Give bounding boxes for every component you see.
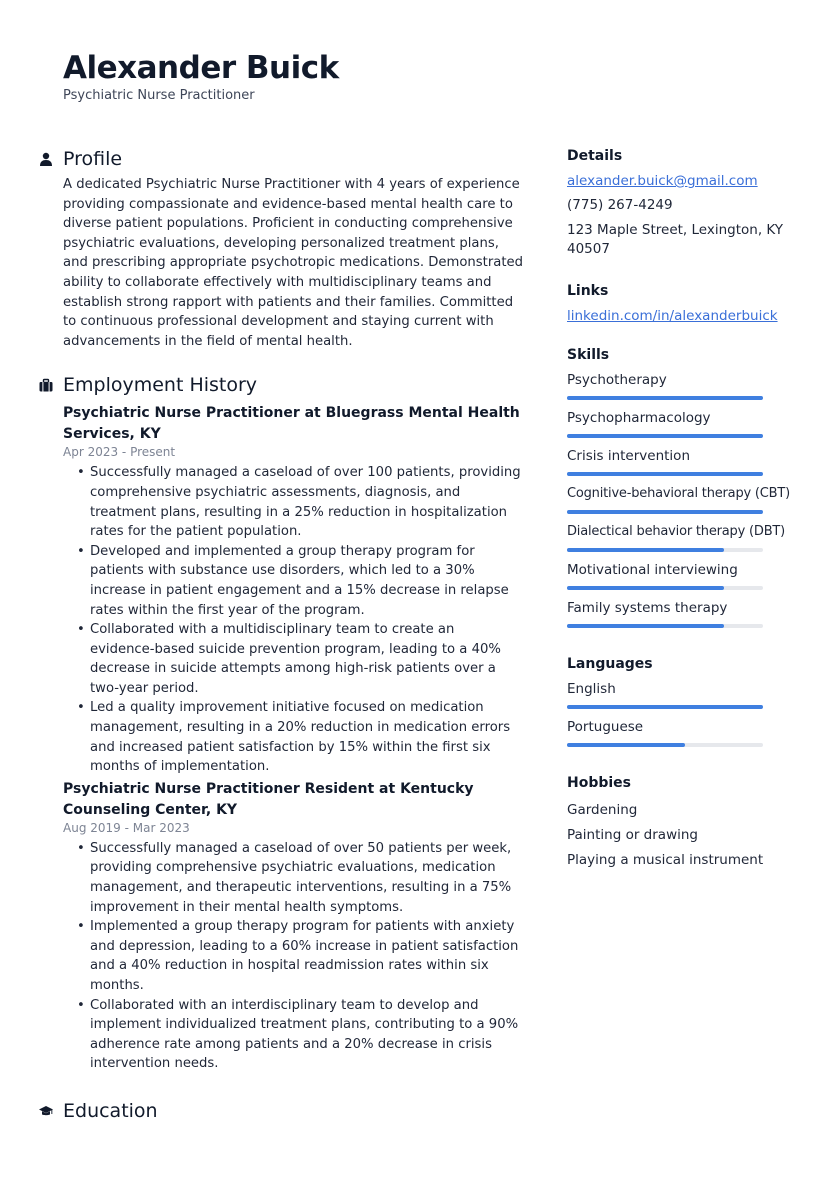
links-heading: Links (567, 282, 609, 299)
education-heading (63, 1100, 523, 1122)
skill-bar (567, 586, 763, 590)
linkedin-link[interactable]: linkedin.com/in/alexanderbuick (567, 307, 778, 324)
languages-heading: Languages (567, 655, 653, 672)
hobbies-heading: Hobbies (567, 774, 632, 791)
skill-bar-fill (567, 472, 763, 476)
skill-item (567, 408, 797, 446)
skill-label: Dialectical behavior therapy (DBT) (567, 523, 786, 539)
skill-bar (567, 624, 763, 628)
phone-number: (775) 267-4249 (567, 197, 673, 213)
skill-label: Cognitive-behavioral therapy (CBT) (567, 485, 790, 501)
job-bullet: • Collaborated with an interdisciplinary team to develop and implement individualized treatment plans, contributing to a 90% adherence rate among patients and a 20% decrease in crisis intervention needs. (90, 996, 523, 1074)
candidate-name: Alexander Buick (63, 50, 339, 86)
job-bullet: • Developed and implemented a group therapy program for patients with substance use disorders, which led to a 30% increase in patient engagement and a 15% decrease in relapse rates within the first year of the program. (90, 542, 523, 620)
job-bullet: • Implemented a group therapy program for patients with anxiety and depression, leading to a 60% increase in patient satisfaction and a 40% reduction in hospital readmission rates within six months. (90, 917, 523, 995)
skill-item (567, 446, 797, 484)
language-bar (567, 705, 763, 709)
job-bullets (63, 839, 523, 1074)
language-label: Portuguese (567, 718, 644, 735)
skill-bar-fill (567, 510, 763, 514)
language-bar-fill (567, 743, 685, 747)
skill-bar-fill (567, 396, 763, 400)
profile-heading (63, 148, 523, 170)
skill-bar (567, 434, 763, 438)
languages-list (567, 679, 797, 755)
skill-bar-fill (567, 586, 724, 590)
skill-item (567, 522, 797, 560)
language-label: English (567, 680, 616, 697)
skill-bar (567, 472, 763, 476)
job-dates: Apr 2023 - Present (63, 445, 176, 460)
skills-heading: Skills (567, 346, 610, 363)
email-link[interactable]: alexander.buick@gmail.com (567, 173, 758, 189)
details-heading: Details (567, 148, 623, 164)
skill-item (567, 370, 797, 408)
skill-label: Crisis intervention (567, 447, 691, 464)
main-column (63, 148, 523, 1130)
job-bullet: • Led a quality improvement initiative focused on medication management, resulting in a 20% reduction in medication errors and increased patient satisfaction by 15% within the first six months of implementation. (90, 698, 523, 776)
address: 123 Maple Street, Lexington, KY 40507 (567, 221, 784, 258)
skill-bar (567, 548, 763, 552)
briefcase-icon (39, 378, 53, 392)
language-item (567, 717, 797, 755)
skill-bar-fill (567, 548, 724, 552)
skill-item (567, 598, 797, 636)
job-entry (63, 779, 523, 1074)
skill-bar (567, 396, 763, 400)
job-entry (63, 403, 523, 777)
job-title: Psychiatric Nurse Practitioner Resident at Kentucky Counseling Center, KY (63, 780, 474, 818)
language-item (567, 679, 797, 717)
job-bullet: • Successfully managed a caseload of over 100 patients, providing comprehensive psychiatric assessments, diagnosis, and treatment plans, resulting in a 25% reduction in hospitalization rates for the patient population. (90, 463, 523, 541)
job-dates: Aug 2019 - Mar 2023 (63, 820, 190, 835)
job-bullet: • Successfully managed a caseload of over 50 patients per week, providing comprehensive psychiatric evaluations, medication management, and therapeutic interventions, resulting in a 75% improvement in their mental health symptoms. (90, 839, 523, 917)
job-bullet: • Collaborated with a multidisciplinary team to create an evidence-based suicide prevention program, leading to a 40% decrease in suicide attempts among high-risk patients over a two-year period. (90, 620, 523, 698)
skill-label: Psychotherapy (567, 371, 667, 388)
hobby-item: Painting or drawing (567, 826, 698, 843)
profile-text: A dedicated Psychiatric Nurse Practitioner with 4 years of experience providing compassionate and evidence-based mental health care to diverse patient populations. Proficient in conducting comprehensive psychiatric evaluations, developing personalized treatment plans, and prescribing appropriate psychotropic medications. Demonstrated ability to collaborate effectively with multidisciplinary teams and establish strong rapport with patients and their families. Committed to continuous professional development and staying current with advancements in the field of mental health. (63, 177, 523, 349)
employment-heading-label: Employment History (63, 374, 258, 397)
job-title: Psychiatric Nurse Practitioner at Bluegrass Mental Health Services, KY (63, 405, 520, 443)
profile-heading-label: Profile (63, 148, 123, 170)
candidate-title: Psychiatric Nurse Practitioner (63, 88, 255, 103)
graduation-cap-icon (39, 1104, 53, 1118)
employment-heading (63, 374, 523, 396)
skill-label: Psychopharmacology (567, 409, 711, 426)
skill-bar-fill (567, 624, 724, 628)
language-bar-fill (567, 705, 763, 709)
skill-label: Family systems therapy (567, 599, 728, 616)
hobby-item: Gardening (567, 801, 638, 818)
sidebar (567, 148, 797, 873)
hobby-item: Playing a musical instrument (567, 851, 764, 868)
skill-item (567, 484, 797, 522)
skill-bar (567, 510, 763, 514)
job-bullets (63, 463, 523, 777)
skill-item (567, 560, 797, 598)
skill-bar-fill (567, 434, 763, 438)
language-bar (567, 743, 763, 747)
skills-list (567, 370, 797, 636)
education-heading-label: Education (63, 1099, 158, 1122)
skill-label: Motivational interviewing (567, 561, 738, 578)
person-icon (39, 152, 53, 166)
